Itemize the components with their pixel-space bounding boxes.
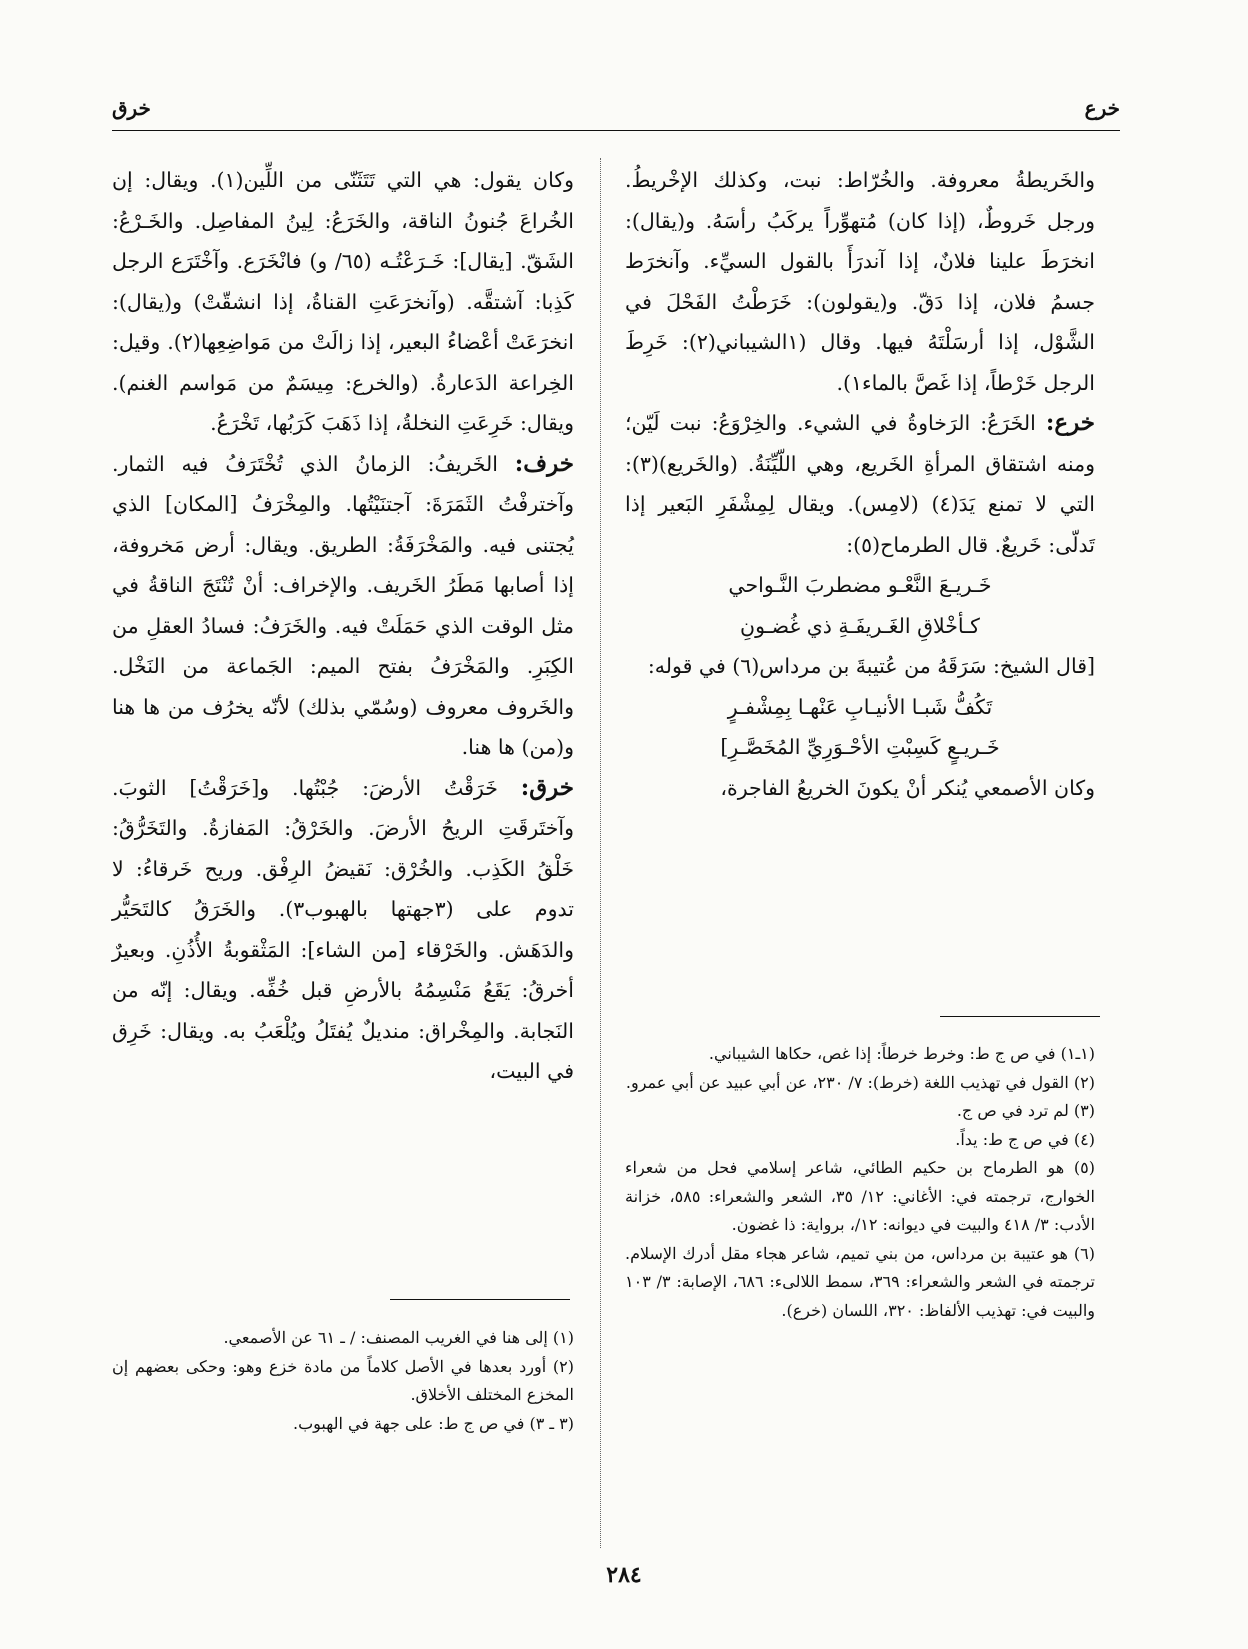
paragraph: وكان يقول: هي التي تَتَثَنّى من اللِّين(١). ويقال: إن الخُراعَ جُنونُ الناقة، والخَرَعُ: لِينُ المفاصِل. والخَـرْعُ: الشَقّ. [يقال]: خَـرَعْتُـه (٦٥/ و) فانْخَرَع. وآخْتَرَع الرجل كَذِبا: آشتقَّه. (وآنخرَعَتِ القناةُ، إذا انشقّتْ) و(يقال): انخرَعَتْ أعْضاءُ البعير، إذا زالَتْ من مَواضِعِها(٢). وقيل: الخِراعة الدَعارةُ. (والخرع: مِيسَمٌ من مَواسم الغنم). ويقال: خَرِعَتِ النخلةُ، إذا ذَهَبَ كَرَبُها، تَخْرَعُ. [112, 168, 574, 435]
footnote: (٥) هو الطرماح بن حكيم الطائي، شاعر إسلامي فحل من شعراء الخوارج، ترجمته في: الأغاني: ١٢/ ٣٥، الشعر والشعراء: ٥٨٥، خزانة الأدب: ٣/ ٤١٨ والبيت في ديوانه: ١٢/، برواية: ذا غضون. [625, 1158, 1095, 1234]
footnote: (١) إلى هنا في الغريب المصنف: / ـ ٦١ عن الأصمعي. [223, 1328, 574, 1347]
paragraph: وكان الأصمعي يُنكر أنْ يكونَ الخريعُ الفاجرة، [720, 775, 1095, 800]
paragraph: [قال الشيخ: سَرَقَهُ من عُتيبةَ بن مرداس(٦) في قوله: [647, 654, 1095, 678]
footnotes-left [112, 1324, 574, 1438]
footnote: (٢) القول في تهذيب اللغة (خرط): ٧/ ٢٣٠، عن أبي عبيد عن أبي عمرو. [625, 1072, 1095, 1092]
paragraph: والخَريطةُ معروفة. والخُرّاط: نبت، وكذلك الإخْريطُ. ورجل خَروطٌ، (إذا كان) مُتهوِّراً يركَبُ رأسَهُ. و(يقال): انخرَطَ علينا فلانٌ، إذا آندرَأَ بالقول السيِّء. وآنخرَط جسمُ فلان، إذا دَقّ. و(يقولون): خَرَطْتُ الفَحْلَ في الشَّوْل، إذا أرسَلْتَهُ فيها. وقال (١الشيباني(٢): خَرِطَ الرجل خَرْطاً، إذا غَصَّ بالماء١). [625, 168, 1095, 395]
verse-line: خَـريـعَ النَّعْـو مضطربَ النَّـواحي [728, 573, 992, 597]
entry-headword: خرف: [514, 449, 574, 477]
entry-khara [625, 403, 1095, 565]
footnote: (٤) في ص ج ط: يداً. [955, 1129, 1095, 1149]
entry-kharaf [112, 444, 574, 768]
header-left-word: خرق [112, 96, 151, 120]
entry-headword: خرق: [520, 773, 574, 801]
footnote: (٦) هو عتيبة بن مرداس، من بني تميم، شاعر هجاء مقل أدرك الإسلام. ترجمته في الشعر والشعراء: ٣٦٩، سمط اللالىء: ٦٨٦، الإصابة: ٣/ ١٠٣ والبيت في: تهذيب الألفاظ: ٣٢٠، اللسان (خرع). [625, 1243, 1095, 1320]
header-right-word: خرع [1084, 96, 1120, 120]
footnote-rule [940, 1016, 1100, 1017]
entry-text: الخَرَعُ: الرَخاوةُ في الشيء. والخِرْوَعُ: نبت لَيّن؛ ومنه اشتقاق المرأةِ الخَريع، وهي اللّيِّنَةُ. (والخَريع)(٣): التي لا تمنع يَدَ(٤) (لامِس). ويقال لِمِشْفَرِ البَعير إذا تَدلّى: خَريعٌ. قال الطرماح(٥): [625, 411, 1095, 557]
entry-headword: خرع: [1045, 409, 1095, 436]
right-column [625, 160, 1095, 808]
entry-text: الخَريفُ: الزمانُ الذي تُخْتَرَفُ فيه الثمار. وآخترفْتُ الثَمَرَةَ: آجتنَيْتُها. والمِخْرَفُ [المكان] الذي يُجتنى فيه. والمَخْرَفَةُ: الطريق. ويقال: أرض مَخروفة، إذا أصابها مَطَرُ الخَريف. والإخراف: أنْ تُنْتَجَ الناقةُ في مثل الوقت الذي حَمَلَتْ فيه. والخَرَفُ: فسادُ العقلِ من الكِبَرِ. والمَخْرَفُ بفتح الميم: الجَماعة من النَخْل. والخَروف معروف (وسُمّي بذلك) لأنّه يخرُف من ها هنا و(من) ها هنا. [112, 451, 574, 759]
left-column [112, 160, 574, 1092]
page-number: ٢٨٤ [606, 1562, 642, 1588]
verse-line: خَـريـعٍ كَسِبْتِ الأحْـوَرِيِّ المُخَصَّـرِ] [720, 735, 1000, 759]
verse-line: تَكُفُّ شَبـا الأنيـابِ عَنْهـا بِمِشْفـرٍ [727, 694, 993, 719]
footnote: (٢) أورد بعدها في الأصل كلاماً من مادة خزع وهو: وحكى بعضهم إن المخزع المختلف الأخلاق. [112, 1356, 574, 1404]
entry-text: خَرَقْتُ الأرضَ: جُبْتُها. و[خَرَقْتُ] الثوبَ. وآختَرقَتِ الريحُ الأرضَ. والخَرْقُ: المَفازةُ. والتَخَرُّقُ: خَلْقُ الكَذِب. والخُرْق: نَقيضُ الرِفْق. وريح خَرقاءُ: لا تدوم على (٣جهتها بالهبوب٣). والخَرَقُ كالتَحَيُّر والدَهَش. والخَرْقاء [من الشاء]: المَثْقوبةُ الأُذُنِ. وبعيرٌ أخرقُ: يَقَعُ مَنْسِمُهُ بالأرضِ قبل خُفِّه. ويقال: إنّه من النَجابة. والمِخْراق: منديلٌ يُفتَلُ ويُلْعَبُ به. ويقال: خَرِق في البيت، [112, 775, 574, 1083]
entry-kharaq [112, 768, 574, 1092]
footnote: (١ـ١) في ص ج ط: وخرط خرطاً: إذا غص، حكاها الشيباني. [708, 1044, 1095, 1063]
footnote: (٣ ـ ٣) في ص ج ط: على جهة في الهبوب. [292, 1413, 574, 1433]
verse-line: كـأخْلاقِ الغَـريفَـةِ ذي غُضـونِ [740, 613, 980, 638]
column-separator [600, 158, 601, 1548]
footnote: (٣) لم ترد في ص ج. [956, 1101, 1095, 1120]
footnotes-right [625, 1040, 1095, 1325]
running-header [112, 96, 1120, 131]
footnote-rule [390, 1299, 570, 1300]
